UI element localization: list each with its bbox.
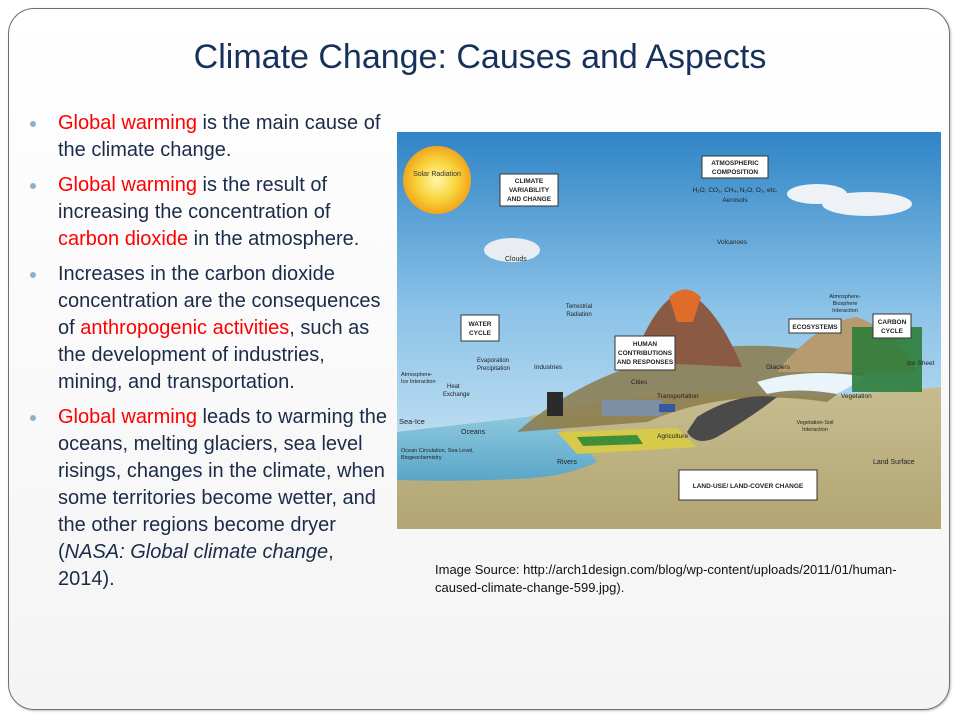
land-use-box (679, 470, 817, 500)
bullet-dot-icon (30, 121, 36, 127)
svg-text:AND RESPONSES: AND RESPONSES (616, 359, 674, 366)
transportation-label: Transportation (657, 393, 699, 400)
vegetation-label: Vegetation (841, 393, 872, 400)
volcanoes-label: Volcanoes (717, 239, 747, 246)
svg-text:CARBON: CARBON (877, 319, 907, 326)
aerosols-label: Aerosols (722, 197, 748, 204)
ocean-circ-label-1: Ocean Circulation, Sea Level, (401, 448, 474, 454)
oceans-label: Oceans (461, 429, 486, 436)
sun-icon (403, 146, 471, 214)
bullet-text: Increases in the carbon dioxide concentration are the consequences of (58, 263, 381, 339)
ecosystems-box (789, 319, 841, 333)
ice-sheet-label: Ice Sheet (907, 360, 935, 367)
water-cycle-box (461, 315, 499, 341)
bullet-highlight: Global warming (58, 112, 197, 134)
atm-bio-label-3: Interaction (832, 308, 858, 314)
bullet-text: in the atmosphere. (188, 228, 360, 250)
climate-diagram (397, 132, 941, 529)
svg-text:CLIMATE: CLIMATE (514, 178, 544, 185)
sea-ice-label: Sea-Ice (399, 417, 425, 426)
car-icon (659, 404, 675, 412)
bullet-text: is the result of increasing the concentration of (58, 174, 331, 223)
svg-text:COMPOSITION: COMPOSITION (711, 169, 759, 176)
svg-text:HUMAN: HUMAN (632, 341, 658, 348)
land-surface-label: Land Surface (873, 459, 915, 466)
svg-text:AND CHANGE: AND CHANGE (506, 196, 552, 203)
bullet-text: , such as the development of industries, mining, and transportation. (58, 317, 370, 393)
bullet-text: , 2014). (58, 541, 334, 590)
svg-text:CYCLE: CYCLE (880, 328, 904, 335)
svg-text:WATER: WATER (468, 321, 492, 328)
bullet-list (28, 110, 388, 601)
gases-label: H₂O, CO₂, CH₄, N₂O, O₃, etc. (692, 187, 778, 194)
city-icon (602, 400, 662, 416)
solar-label-1: Solar Radiation (413, 171, 461, 178)
atm-ice-label-1: Atmosphere- (401, 372, 433, 378)
carbon-cycle-box (873, 314, 911, 338)
bullet-text: leads to warming the oceans, melting glaciers, sea level risings, changes in the climate, when some territories become wetter, and the other regions become dryer ( (58, 406, 388, 563)
cloud-icon (787, 184, 847, 204)
bullet-highlight: carbon dioxide (58, 228, 189, 250)
bullet-text: is the main cause of the climate change. (58, 112, 381, 161)
bullet-dot-icon (30, 272, 36, 278)
factory-icon (547, 392, 563, 416)
bullet-item (28, 172, 388, 253)
veg-soil-label-2: Interaction (802, 427, 828, 433)
rivers-label: Rivers (557, 459, 577, 466)
bullet-item (28, 261, 388, 396)
agriculture-label: Agriculture (657, 433, 689, 440)
heat-label-1: Heat (447, 384, 460, 390)
svg-text:VARIABILITY: VARIABILITY (508, 187, 550, 194)
atm-bio-label-2: Biosphere (832, 301, 858, 307)
atm-bio-label-1: Atmosphere- (829, 294, 861, 300)
atm-ice-label-2: Ice Interaction (401, 379, 436, 385)
svg-text:ATMOSPHERIC: ATMOSPHERIC (711, 160, 759, 167)
evaporation-label: Evaporation (477, 358, 510, 364)
cities-label: Cities (631, 379, 648, 386)
ocean-circ-label-2: Biogeochemistry (401, 455, 442, 461)
atmospheric-composition-box (702, 156, 768, 178)
bullet-dot-icon (30, 415, 36, 421)
svg-text:ECOSYSTEMS: ECOSYSTEMS (792, 324, 838, 331)
terrestrial-label-1: Terrestrial (565, 304, 593, 310)
image-source-caption: Image Source: http://arch1design.com/blog/wp-content/uploads/2011/01/human-caused-climate-change-599.jpg). (435, 562, 897, 595)
bullet-item (28, 110, 388, 164)
heat-label-2: Exchange (443, 392, 470, 398)
climate-variability-box (500, 174, 558, 206)
bullet-item (28, 404, 388, 593)
bullet-citation: NASA: Global climate change (64, 541, 329, 563)
bullet-highlight: anthropogenic activities (80, 317, 290, 339)
clouds-label: Clouds (505, 256, 527, 263)
veg-soil-label-1: Vegetation-Soil (796, 420, 834, 426)
climate-diagram-svg (397, 132, 941, 529)
precipitation-label: Precipitation (477, 366, 511, 372)
terrestrial-label-2: Radiation (566, 312, 592, 318)
bullet-dot-icon (30, 183, 36, 189)
glaciers-label: Glaciers (766, 364, 790, 371)
svg-text:CYCLE: CYCLE (468, 330, 492, 337)
bullet-highlight: Global warming (58, 406, 197, 428)
svg-text:CONTRIBUTIONS: CONTRIBUTIONS (617, 350, 673, 357)
human-contributions-box (615, 336, 675, 370)
bullet-highlight: Global warming (58, 174, 197, 196)
svg-text:LAND-USE/ LAND-COVER CHANGE: LAND-USE/ LAND-COVER CHANGE (692, 483, 804, 490)
industries-label: Industries (534, 364, 563, 371)
page-title: Climate Change: Causes and Aspects (193, 38, 767, 76)
